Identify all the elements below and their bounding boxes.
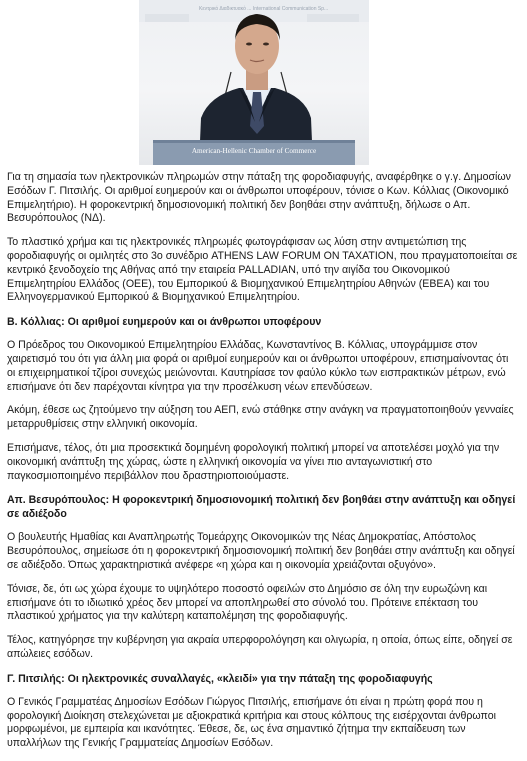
kollias-paragraph-1: Ο Πρόεδρος του Οικονομικού Επιμελητηρίου Ελλάδας, Κωνσταντίνος Β. Κόλλιας, υπογράμμισε στον χαιρετισμό του ότι για άλλη μια φορά οι αριθμοί ευημερούν και οι άνθρωποι υποφέρουν, επισημαίνοντας ότι οι επιχειρηματικοί τζίροι συνεχώς μειώνονται. Καυτηρίασε τον φαύλο κύκλο των εισπρακτικών μέτρων, ενώ επισήμανε ότι δεν παρέχονται κίνητρα για την προσέλκυση νέων επενδύσεων. (7, 339, 509, 393)
section-heading-kollias: Β. Κόλλιας: Οι αριθμοί ευημερούν και οι άνθρωποι υποφέρουν (7, 316, 322, 329)
speaker-photo (139, 0, 369, 165)
event-paragraph: Το πλαστικό χρήμα και τις ηλεκτρονικές πληρωμές φωτογράφισαν ως λύση στην αντιμετώπιση της φοροδιαφυγής οι ομιλητές στο 3ο συνέδριο ATHENS LAW FORUM ON TAXATION, που πραγματοποιείται σε κεντρικό ξενοδοχείο της Αθήνας από την εταιρεία PALLADIAN, υπό την αιγίδα του Οικονομικού Επιμελητηρίου Ελλάδος (ΟΕΕ), του Εμπορικού & Βιομηχανικού Επιμελητηρίου Αθηνών (ΕΒΕΑ) και του Ελληνογερμανικού Εμπορικού & Βιομηχανικού Επιμελητηρίου. (7, 236, 518, 304)
banner-top-text: Κεντρικό Διαδικτυακό ... International Communication Sp... (199, 6, 329, 12)
kollias-paragraph-3: Επισήμανε, τέλος, ότι μια προσεκτικά δομημένη φορολογική πολιτική μπορεί να αποτελέσει μοχλό για την οικονομική ανάπτυξη της χώρας, ώστε η ελληνική οικονομία να γίνει πιο ανταγωνιστική στο παγκοσμιοποιημένο περιβάλλον που δραστηριοποιούμαστε. (7, 441, 500, 482)
article-body (7, 171, 519, 761)
section-heading-pitsilis: Γ. Πιτσιλής: Οι ηλεκτρονικές συναλλαγές, «κλειδί» για την πάταξη της φοροδιαφυγής (7, 672, 433, 685)
vesyropoulos-paragraph-2: Τόνισε, δε, ότι ως χώρα έχουμε το υψηλότερο ποσοστό οφειλών στο Δημόσιο σε όλη την ευρωζώνη και επισήμανε ότι το ιδιωτικό χρέος δεν μπορεί να αποπληρωθεί στο σύνολό του. Πρότεινε επέκταση του πλαστικού χρήματος για την καλύτερη καταπολέμηση της φοροδιαφυγής. (7, 582, 488, 623)
article-photo (139, 0, 369, 165)
pitsilis-paragraph-1: Ο Γενικός Γραμματέας Δημοσίων Εσόδων Γιώργος Πιτσιλής, επισήμανε ότι είναι η πρώτη φορά που η φορολογική Διοίκηση στελεχώνεται με αξιοκρατικά κριτήρια και στους κόλπους της εισέρχονται άνθρωποι μορφωμένοι, με εμπειρία και ικανότητες. Έθεσε, δε, ως ένα σημαντικό ζήτημα την εκπαίδευση των υπαλλήλων της Γενικής Γραμματείας Δημοσίων Εσόδων. (7, 695, 496, 750)
vesyropoulos-paragraph-1: Ο βουλευτής Ημαθίας και Αναπληρωτής Τομεάρχης Οικονομικών της Νέας Δημοκρατίας, Απόστολος Βεσυρόπουλος, σημείωσε ότι η φοροκεντρική δημοσιονομική πολιτική δεν βοηθάει στην ανάπτυξη και οδηγεί σε αδιέξοδο. Όπως χαρακτηριστικά ανέφερε «η χώρα και η οικονομία χρειάζονται οξυγόνο». (7, 531, 515, 571)
podium-banner-text: American-Hellenic Chamber of Commerce (191, 147, 317, 155)
kollias-paragraph-2: Ακόμη, έθεσε ως ζητούμενο την αύξηση του ΑΕΠ, ενώ στάθηκε στην ανάγκη να πραγματοποιηθούν γενναίες μεταρρυθμίσεις στην ελληνική οικονομία. (7, 404, 514, 431)
section-heading-vesyropoulos: Απ. Βεσυρόπουλος: Η φοροκεντρική δημοσιονομική πολιτική δεν βοηθάει στην ανάπτυξη και οδηγεί σε αδιέξοδο (7, 494, 516, 521)
intro-paragraph: Για τη σημασία των ηλεκτρονικών πληρωμών στην πάταξη της φοροδιαφυγής, αναφέρθηκε ο γ.γ. Δημοσίων Εσόδων Γ. Πιτσιλής. Οι αριθμοί ευημερούν και οι άνθρωποι υποφέρουν, τόνισε ο Κων. Κόλλιας (Οικονομικό Επιμελητήριο). Η φοροκεντρική δημοσιονομική πολιτική δεν βοηθάει στην ανάπτυξη, δήλωσε ο Απ. Βεσυρόπουλος (ΝΔ). (7, 171, 511, 225)
vesyropoulos-paragraph-3: Τέλος, κατηγόρησε την κυβέρνηση για ακραία υπερφορολόγηση και ολιγωρία, η οποία, όπως είπε, οδηγεί σε απώλειες εσόδων. (7, 634, 513, 660)
